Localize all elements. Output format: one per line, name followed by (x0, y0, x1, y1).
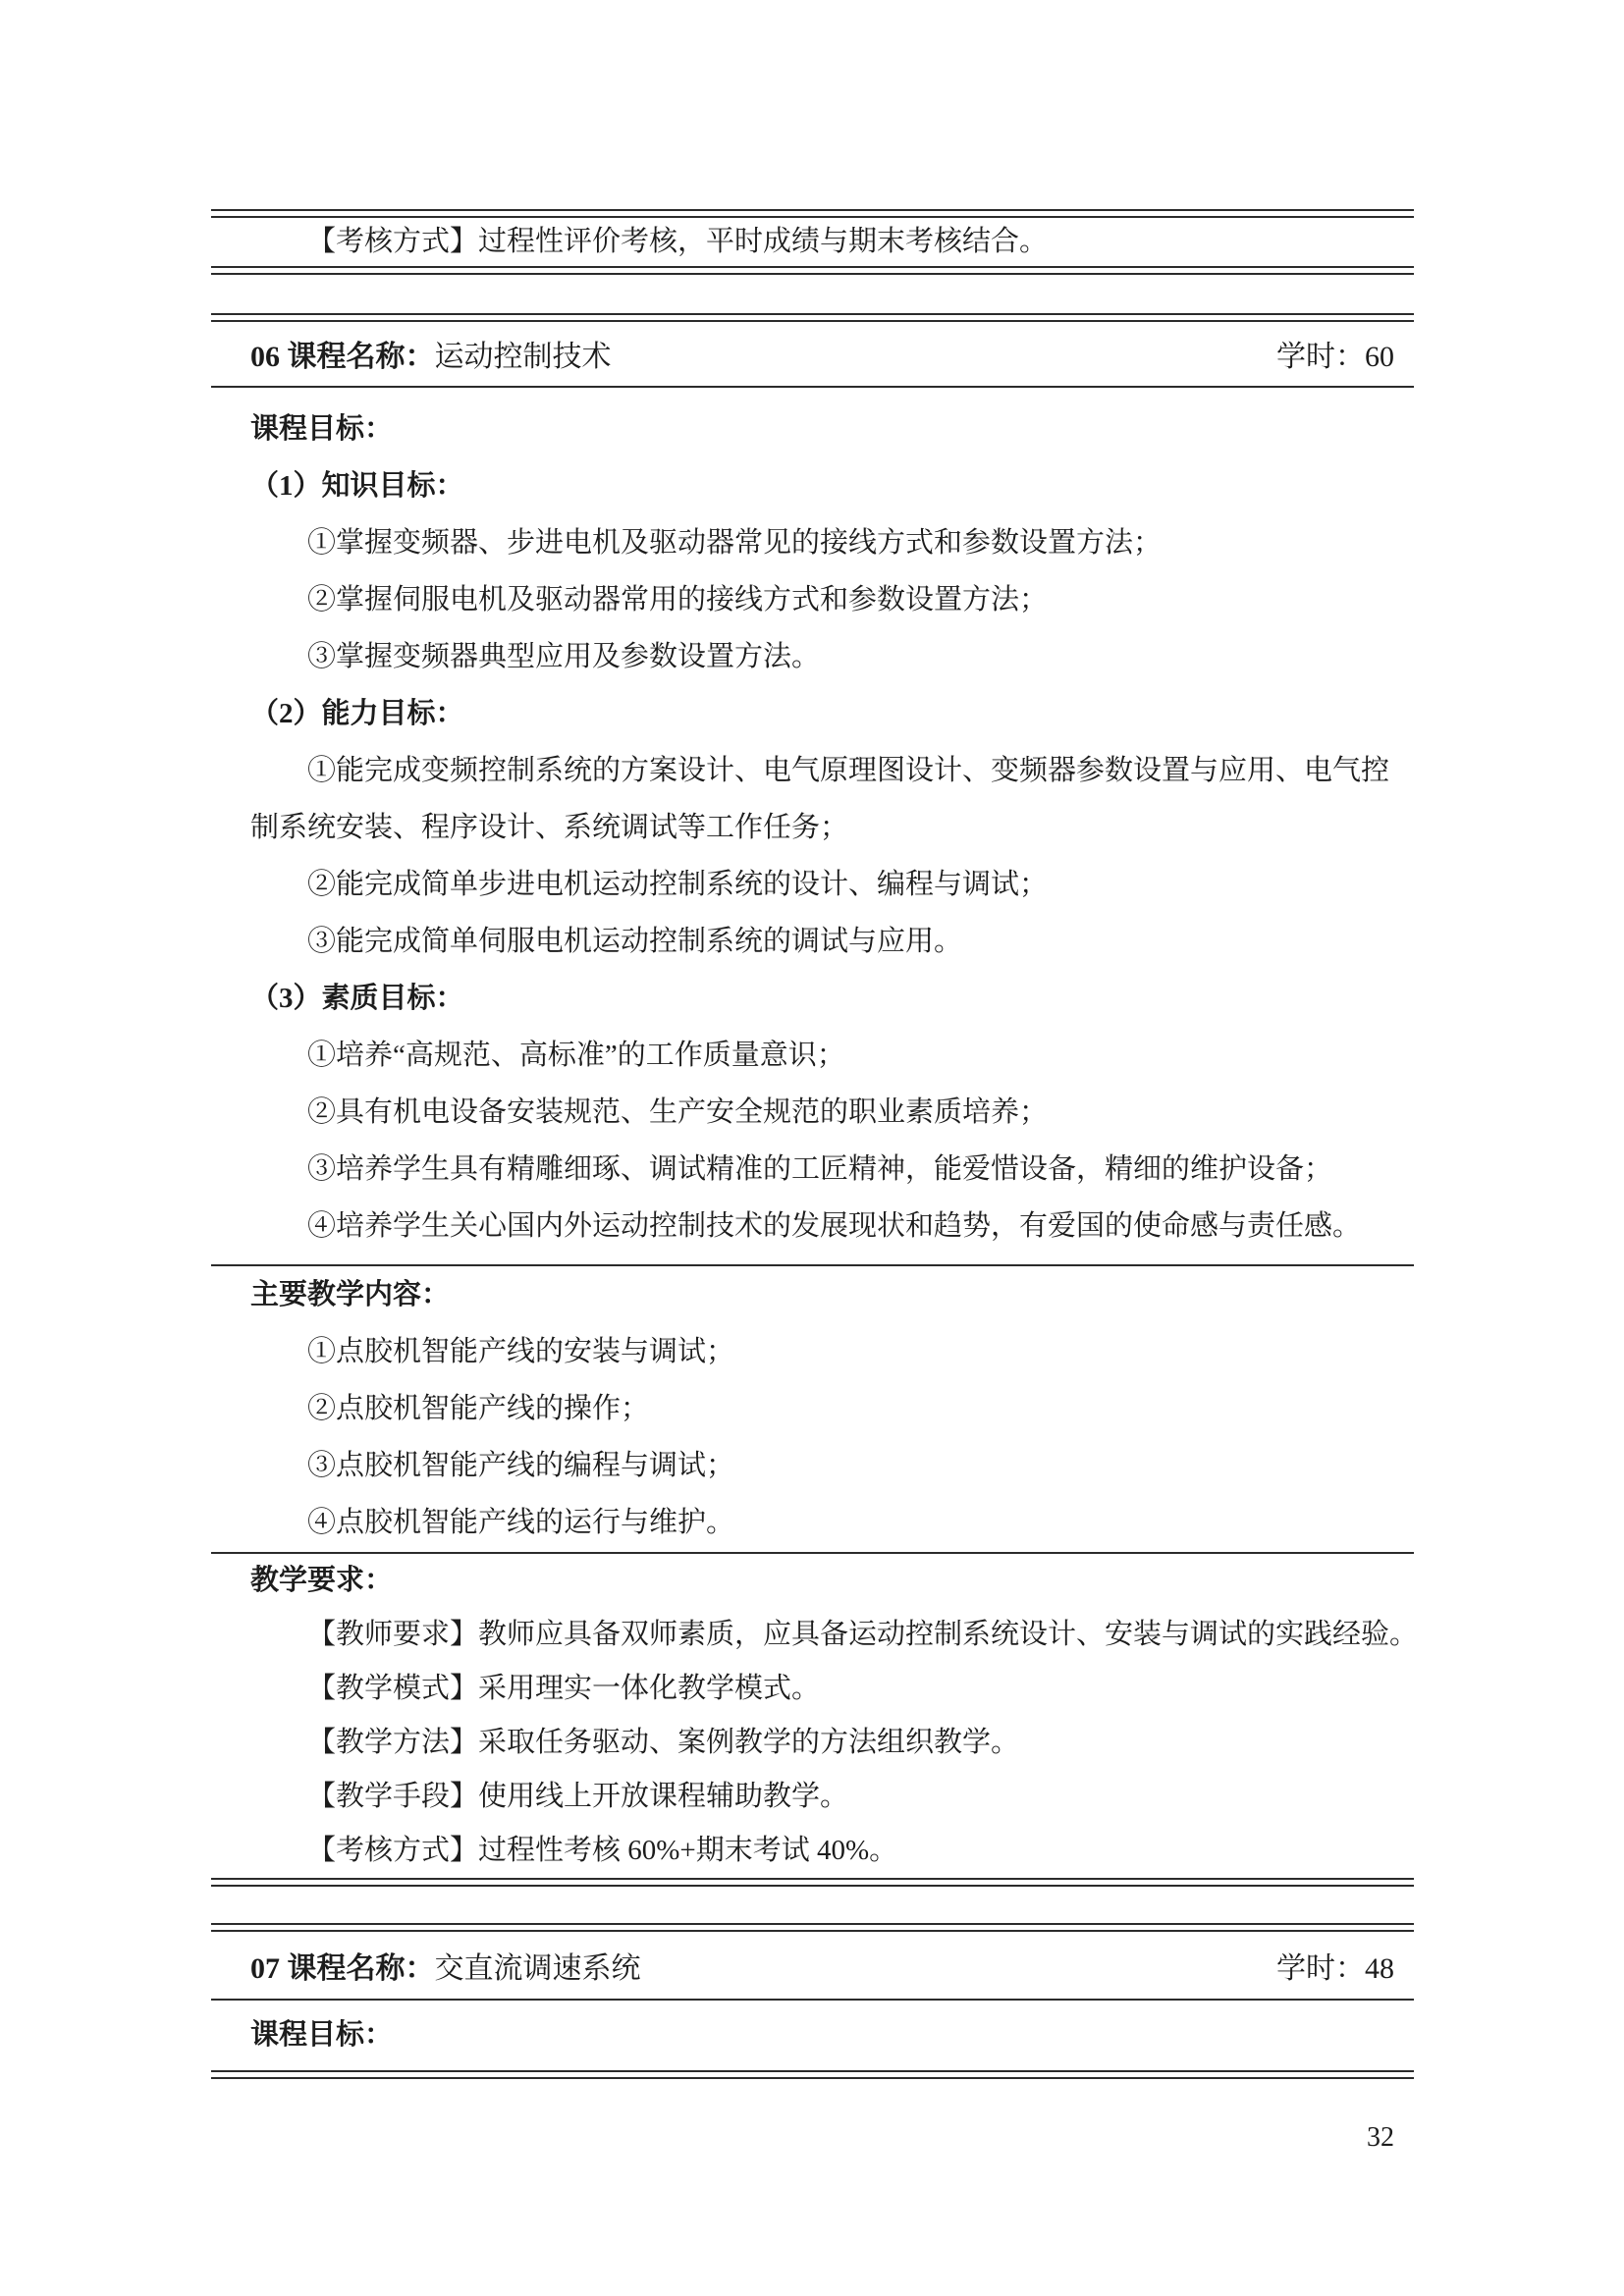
course-07-objectives-row (211, 2001, 1414, 2070)
course-06-requirements-row (211, 1554, 1419, 1878)
prev-course-assessment-row (211, 217, 1414, 266)
hours-label: 学时： (1276, 341, 1365, 373)
content-item: ①点胶机智能产线的安装与调试； (307, 1336, 735, 1367)
objective-item: ③掌握变频器典型应用及参数设置方法。 (307, 641, 821, 672)
objective-item: ③培养学生具有精雕细琢、调试精准的工匠精神，能爱惜设备，精细的维护设备； (307, 1153, 1333, 1185)
requirement-item: 【教学方法】采取任务驱动、案例教学的方法组织教学。 (307, 1727, 1020, 1758)
objective-item: ③能完成简单伺服电机运动控制系统的调试与应用。 (307, 926, 963, 957)
objective-item: ②掌握伺服电机及驱动器常用的接线方式和参数设置方法； (307, 584, 1049, 615)
content-item: ③点胶机智能产线的编程与调试； (307, 1450, 735, 1481)
course-07-title (250, 1944, 641, 1987)
assessment-method-text: 【考核方式】过程性评价考核，平时成绩与期末考核结合。 (307, 226, 1049, 257)
requirement-item: 【教师要求】教师应具备双师素质，应具备运动控制系统设计、安装与调试的实践经验。 (307, 1619, 1419, 1650)
objective-item: ④培养学生关心国内外运动控制技术的发展现状和趋势，有爱国的使命感与责任感。 (307, 1210, 1362, 1242)
objective-item: ②能完成简单步进电机运动控制系统的设计、编程与调试； (307, 869, 1049, 900)
course-name: 交直流调速系统 (434, 1951, 641, 1985)
course-name: 运动控制技术 (434, 341, 612, 373)
ability-objectives-title: （2）能力目标： (250, 698, 464, 729)
objective-item: ②具有机电设备安装规范、生产安全规范的职业素质培养； (307, 1096, 1049, 1128)
hours-value: 60 (1365, 341, 1394, 373)
course-06-hours (1276, 332, 1394, 375)
course-number-label: 06 课程名称： (250, 341, 435, 373)
objective-item: ①培养“高规范、高标准”的工作质量意识； (307, 1040, 845, 1071)
hours-label: 学时： (1276, 1951, 1365, 1985)
section-divider (211, 1878, 1414, 1887)
section-divider (211, 266, 1414, 275)
teaching-requirements-title: 教学要求： (250, 1565, 394, 1596)
course-07-hours (1276, 1944, 1394, 1987)
teaching-content-title: 主要教学内容： (250, 1279, 451, 1310)
course-06-header-row (211, 321, 1414, 386)
course-number-label: 07 课程名称： (250, 1951, 435, 1985)
course-07-header-row (211, 1931, 1414, 1999)
content-item: ④点胶机智能产线的运行与维护。 (307, 1507, 735, 1538)
course-06-content-row (211, 1266, 1414, 1551)
objective-item: ①掌握变频器、步进电机及驱动器常见的接线方式和参数设置方法； (307, 527, 1163, 559)
requirement-item: 【考核方式】过程性考核 60%+期末考试 40%。 (307, 1835, 898, 1866)
page-number: 32 (1367, 2122, 1394, 2153)
objectives-title: 课程目标： (250, 413, 394, 445)
objectives-title: 课程目标： (250, 2019, 394, 2051)
requirement-item: 【教学手段】使用线上开放课程辅助教学。 (307, 1781, 849, 1812)
section-divider (211, 2070, 1414, 2079)
content-item: ②点胶机智能产线的操作； (307, 1393, 650, 1424)
course-06-title (250, 332, 612, 375)
requirement-item: 【教学模式】采用理实一体化教学模式。 (307, 1673, 821, 1704)
objective-item: ①能完成变频控制系统的方案设计、电气原理图设计、变频器参数设置与应用、电气控制系统安装、程序设计、系统调试等工作任务； (250, 755, 1390, 843)
quality-objectives-title: （3）素质目标： (250, 983, 464, 1014)
course-06-objectives-row (211, 388, 1414, 1255)
knowledge-objectives-title: （1）知识目标： (250, 470, 464, 502)
hours-value: 48 (1365, 1951, 1394, 1985)
